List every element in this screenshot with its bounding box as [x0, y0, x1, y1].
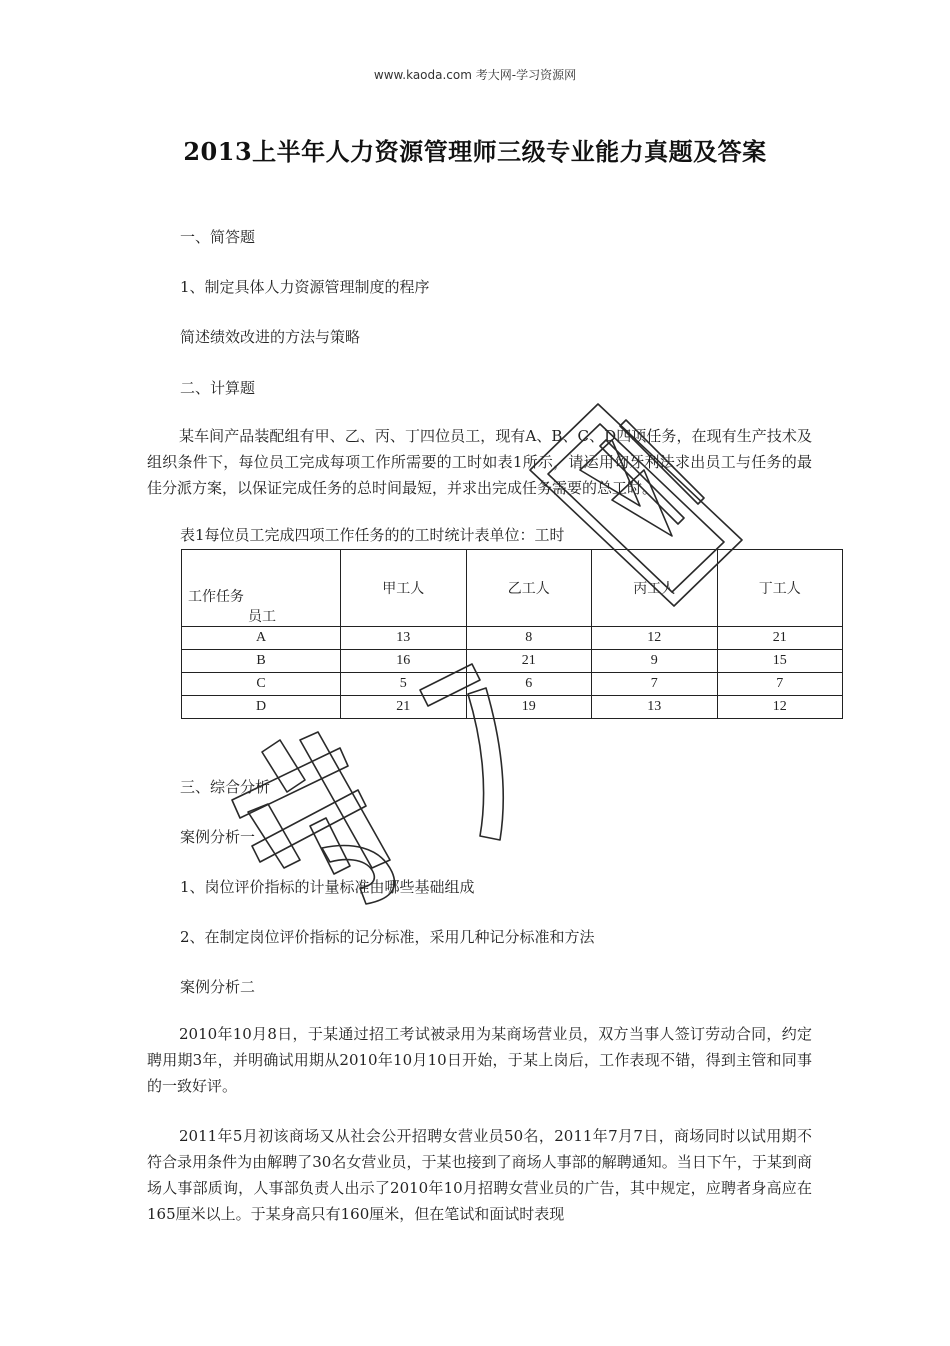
case-1-question-2: 2、在制定岗位评价指标的记分标准，采用几种记分标准和方法: [180, 928, 595, 946]
corner-label-employee: 员工: [248, 609, 276, 625]
case-1-question-1: 1、岗位评价指标的计量标准由哪些基础组成: [180, 878, 475, 896]
table-caption: 表1每位员工完成四项工作任务的的工时统计表单位：工时: [180, 526, 565, 544]
table-row: [182, 627, 843, 650]
section-heading-calculation: 二、计算题: [180, 379, 256, 397]
header-worker-bing: 丙工人: [592, 550, 718, 627]
question-2: 简述绩效改进的方法与策略: [180, 328, 361, 346]
section-heading-comprehensive: 三、综合分析: [180, 778, 271, 796]
table-cell: 8: [466, 627, 592, 650]
table-row: [182, 673, 843, 696]
table-row: [182, 696, 843, 719]
header-worker-yi: 乙工人: [466, 550, 592, 627]
page-header: www.kaoda.com 考大网-学习资源网: [373, 68, 577, 82]
work-hours-table: [181, 549, 843, 719]
table-corner-cell: [182, 550, 341, 627]
table-cell: 19: [466, 696, 592, 719]
row-task-label: C: [182, 673, 341, 696]
row-task-label: A: [182, 627, 341, 650]
table-cell: 15: [717, 650, 843, 673]
header-worker-ding: 丁工人: [717, 550, 843, 627]
table-row: [182, 650, 843, 673]
table-cell: 5: [341, 673, 467, 696]
table-cell: 21: [466, 650, 592, 673]
corner-label-task: 工作任务: [188, 589, 244, 605]
table-cell: 9: [592, 650, 718, 673]
table-cell: 13: [592, 696, 718, 719]
case-2-paragraph-1: 2010年10月8日，于某通过招工考试被录用为某商场营业员，双方当事人签订劳动合同，约定聘用期3年，并明确试用期从2010年10月10日开始，于某上岗后，工作表现不错，得到主管和同事的一致好评。: [147, 1025, 812, 1095]
case-1-title: 案例分析一: [180, 828, 256, 846]
case-2-paragraph-2: 2011年5月初该商场又从社会公开招聘女营业员50名，2011年7月7日，商场同时以试用期不符合录用条件为由解聘了30名女营业员，于某也接到了商场人事部的解聘通知。当日下午，于某到商场人事部质询，人事部负责人出示了2010年10月招聘女营业员的广告，其中规定，应聘者身高应在165厘米以上。于某身高只有160厘米，但在笔试和面试时表现: [147, 1127, 812, 1223]
table-header-row: [182, 550, 843, 627]
header-worker-jia: 甲工人: [341, 550, 467, 627]
row-task-label: B: [182, 650, 341, 673]
calculation-paragraph: 某车间产品装配组有甲、乙、丙、丁四位员工，现有A、B、C、D四项任务，在现有生产技术及组织条件下，每位员工完成每项工作所需要的工时如表1所示，请运用匈牙利法求出员工与任务的最佳分派方案，以保证完成任务的总时间最短，并求出完成任务需要的总工时。: [147, 427, 812, 497]
question-1: 1、制定具体人力资源管理制度的程序: [180, 278, 430, 296]
row-task-label: D: [182, 696, 341, 719]
case-2-title: 案例分析二: [180, 978, 256, 996]
document-title: 2013上半年人力资源管理师三级专业能力真题及答案: [183, 137, 767, 166]
section-heading-short-answer: 一、简答题: [180, 228, 256, 246]
table-cell: 7: [717, 673, 843, 696]
table-cell: 12: [592, 627, 718, 650]
table-cell: 21: [717, 627, 843, 650]
table-cell: 13: [341, 627, 467, 650]
table-cell: 21: [341, 696, 467, 719]
table-cell: 16: [341, 650, 467, 673]
table-cell: 12: [717, 696, 843, 719]
table-cell: 7: [592, 673, 718, 696]
table-cell: 6: [466, 673, 592, 696]
